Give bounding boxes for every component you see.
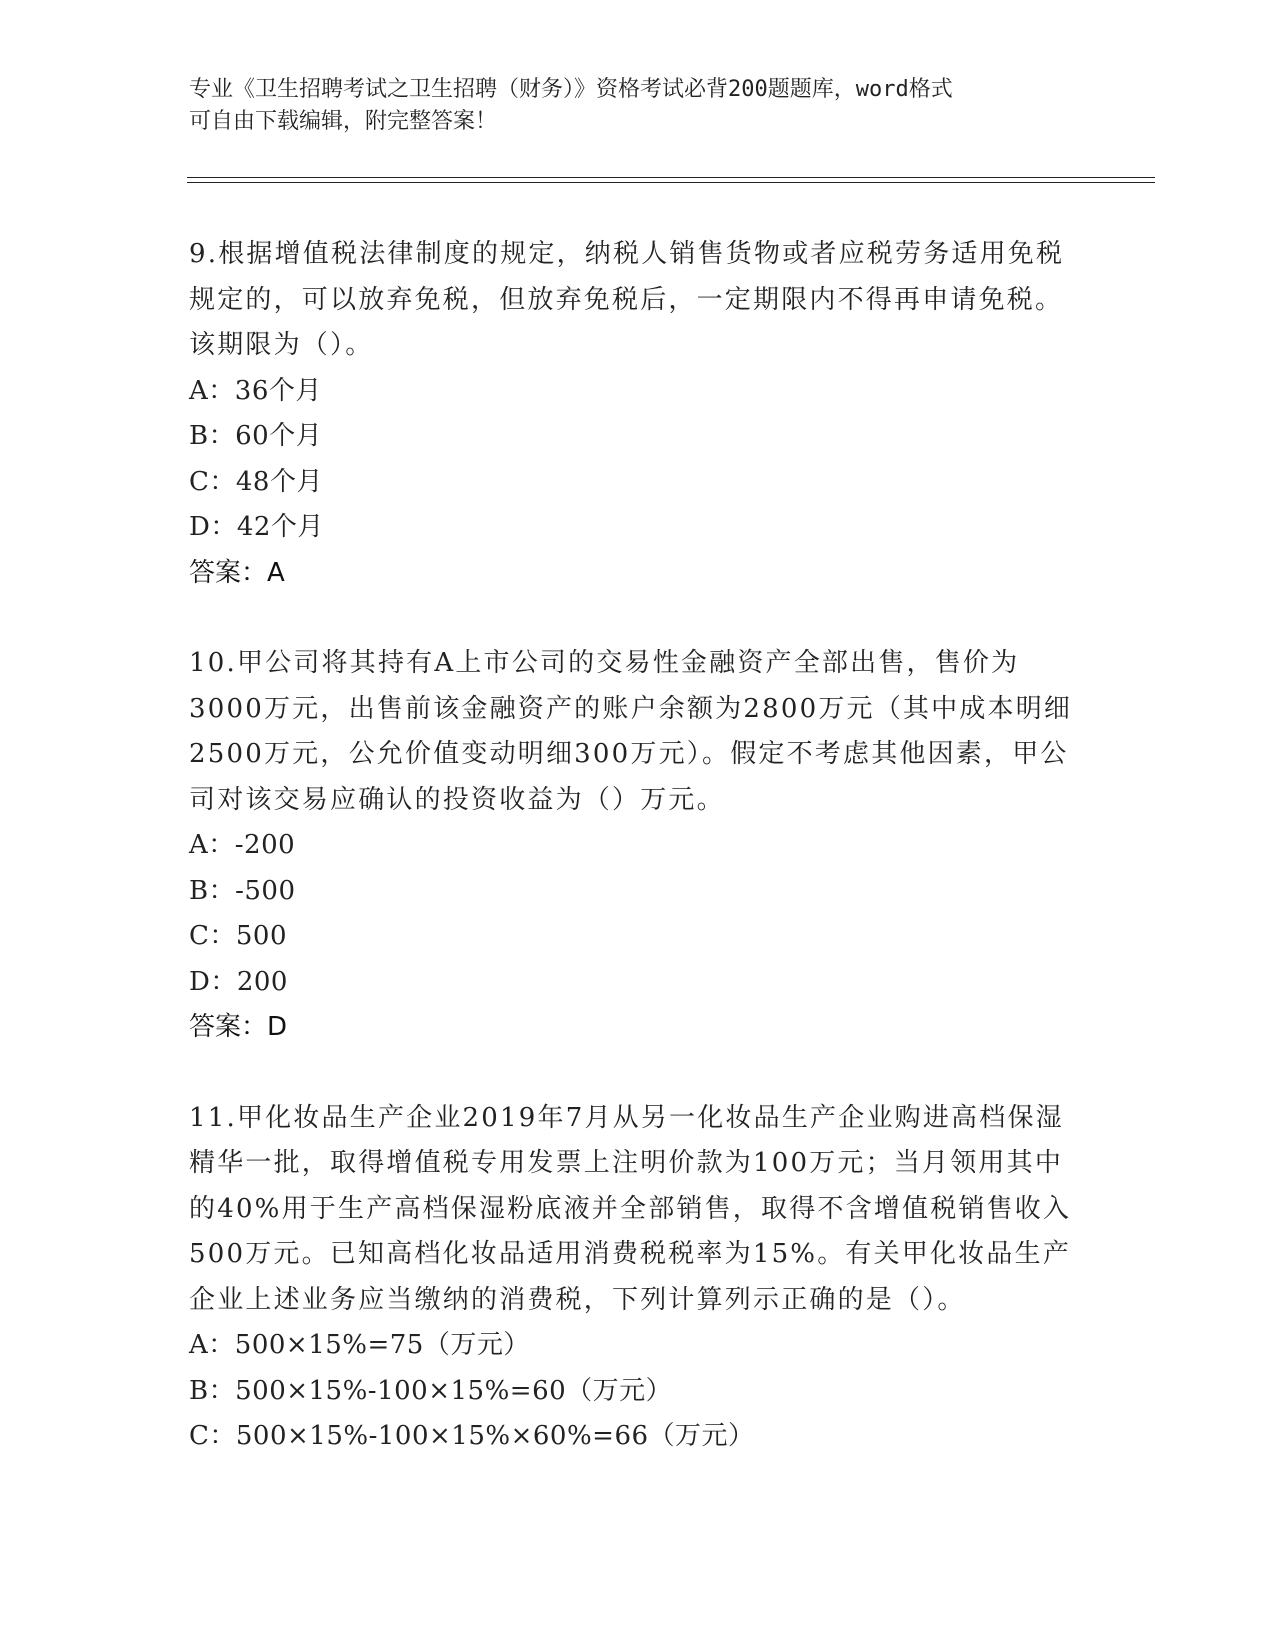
option-a: A：500×15%=75（万元） (189, 1330, 530, 1360)
header-divider-bottom (187, 182, 1155, 183)
answer-label: 答案：A (189, 557, 285, 588)
option-c: C：48个月 (189, 466, 323, 497)
question-11 (189, 1096, 1089, 1460)
document-header (189, 74, 1089, 138)
header-line-1: 专业《卫生招聘考试之卫生招聘（财务）》资格考试必背200题题库，word格式 (189, 77, 953, 102)
option-b: B：-500 (189, 875, 296, 906)
question-10 (189, 641, 1089, 1051)
option-a: A：-200 (189, 830, 296, 860)
question-stem: 11.甲化妆品生产企业2019年7月从另一化妆品生产企业购进高档保湿精华一批，取得增值税专用发票上注明价款为100万元；当月领用其中的40%用于生产高档保湿粉底液并全部销售，取得不含增值税销售收入500万元。已知高档化妆品适用消费税税率为15%。有关甲化妆品生产企业上述业务应当缴纳的消费税，下列计算列示正确的是（）。 (189, 1102, 1072, 1315)
option-d: D：42个月 (189, 512, 324, 542)
option-b: B：500×15%-100×15%=60（万元） (189, 1375, 673, 1406)
question-stem: 10.甲公司将其持有A上市公司的交易性金融资产全部出售，售价为3000万元，出售前该金融资产的账户余额为2800万元（其中成本明细2500万元，公允价值变动明细300万元）。假定不考虑其他因素，甲公司对该交易应确认的投资收益为（）万元。 (189, 648, 1073, 815)
header-divider-top (187, 177, 1155, 178)
option-b: B：60个月 (189, 421, 323, 451)
header-line-2: 可自由下载编辑，附完整答案！ (189, 109, 498, 134)
option-d: D：200 (189, 966, 288, 997)
question-list (189, 232, 1089, 1505)
option-a: A：36个月 (189, 375, 322, 406)
answer-label: 答案：D (189, 1012, 288, 1042)
option-c: C：500×15%-100×15%×60%=66（万元） (189, 1421, 755, 1451)
question-9 (189, 232, 1089, 596)
option-c: C：500 (189, 921, 288, 951)
question-stem: 9.根据增值税法律制度的规定，纳税人销售货物或者应税劳务适用免税规定的，可以放弃免税，但放弃免税后，一定期限内不得再申请免税。该期限为（）。 (189, 239, 1065, 360)
